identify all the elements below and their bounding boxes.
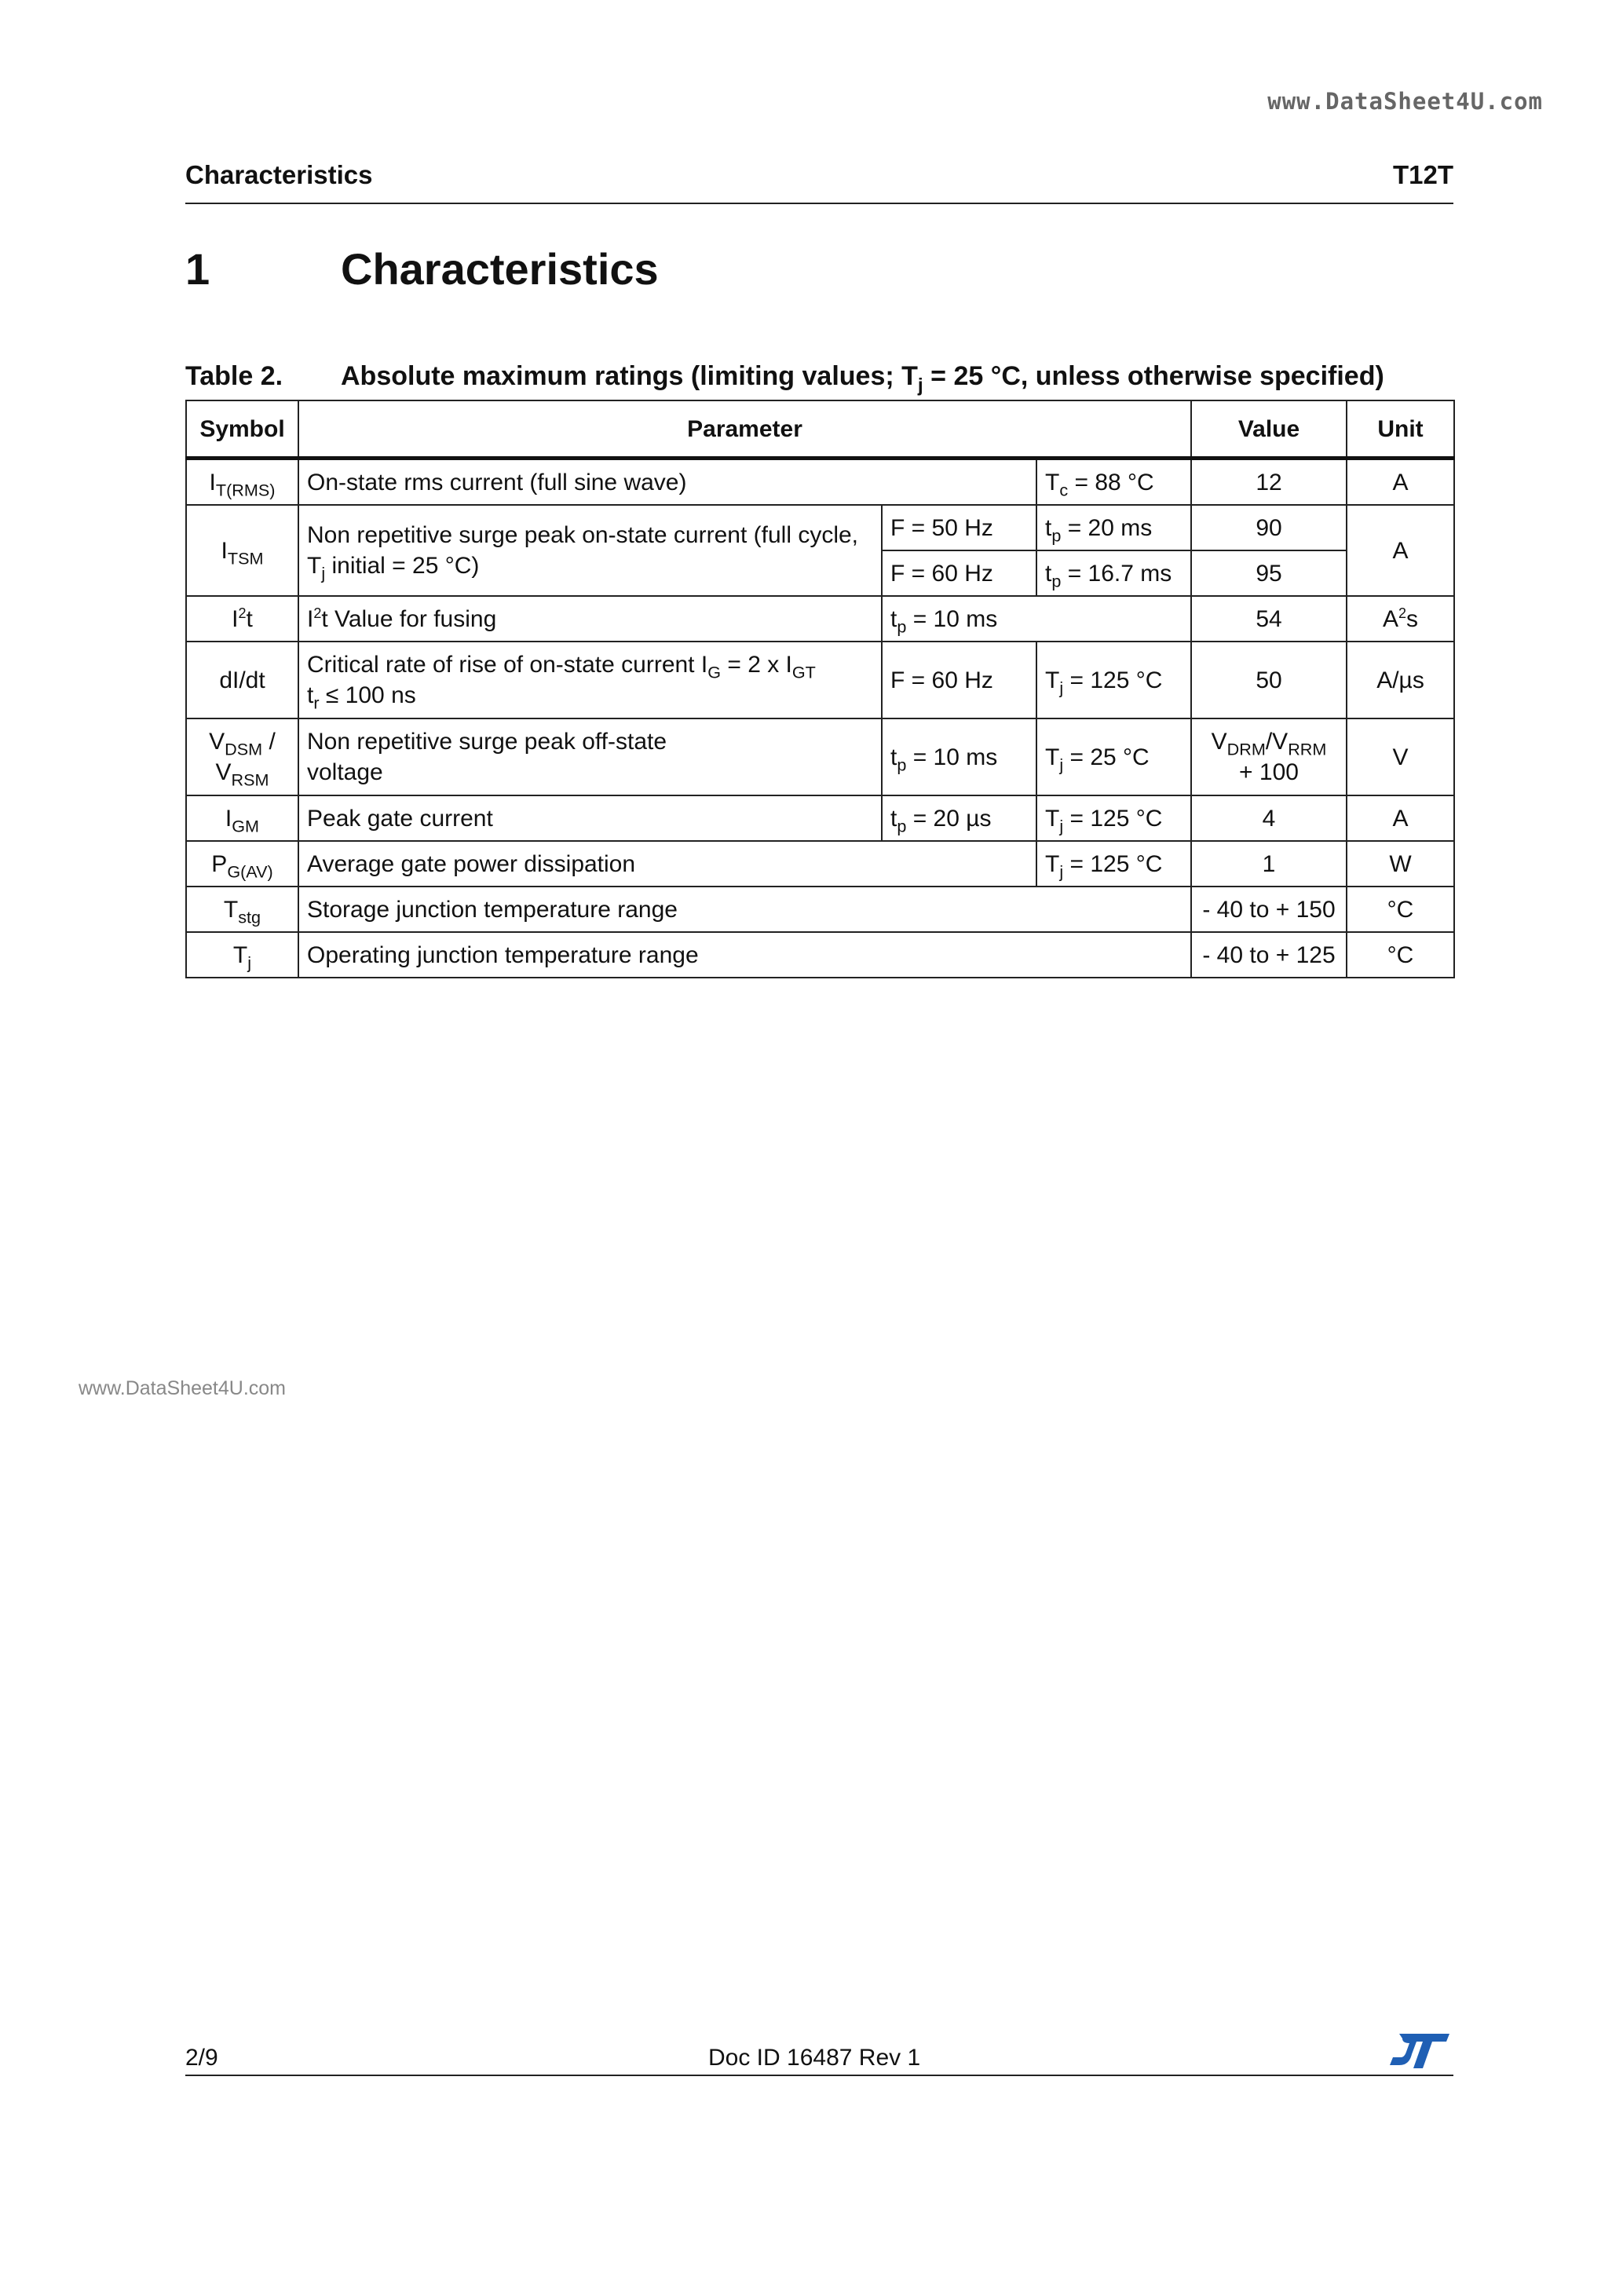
unit-cell: °C [1347, 887, 1454, 932]
symbol-cell: $T_j$ [186, 932, 298, 978]
parameter-cell: On-state rms current (full sine wave) [298, 459, 1036, 506]
doc-id: Doc ID 16487 Rev 1 [708, 2045, 921, 2071]
footer-rule [185, 2075, 1453, 2076]
header-symbol: Symbol [186, 400, 298, 459]
running-header-part: T12T [1392, 160, 1453, 189]
unit-cell: °C [1347, 932, 1454, 978]
parameter-cell: Peak gate current [298, 795, 882, 841]
table-row-it-rms [186, 459, 1454, 506]
symbol-cell: $I_{GM}$ [186, 795, 298, 841]
parameter-cell: Non repetitive surge peak on-state current (full cycle, $T_j$ initial = 25 °C) [298, 505, 882, 596]
frequency-cell: F = 60 Hz [882, 642, 1036, 718]
value-cell: 54 [1191, 596, 1347, 642]
condition-cell: $t_p = 20$ ms [1036, 505, 1191, 550]
table-header-row [186, 400, 1454, 459]
condition-cell: $t_p = 10$ ms [882, 718, 1036, 795]
frequency-cell: F = 50 Hz [882, 505, 1036, 550]
condition-cell: $T_j = 25$ °C [1036, 718, 1191, 795]
condition-cell: $t_p = 16.7$ ms [1036, 550, 1191, 596]
section-number: 1 [185, 244, 210, 294]
parameter-cell: Critical rate of rise of on-state current $I_G = 2$ x $I_{GT}$ $t_r \le 100$ ns [298, 642, 882, 718]
header-rule [185, 203, 1453, 204]
condition-cell: $T_j = 125$ °C [1036, 642, 1191, 718]
value-cell: 4 [1191, 795, 1347, 841]
table-row-tstg [186, 887, 1454, 932]
table-row-vdsm [186, 718, 1454, 795]
header-value: Value [1191, 400, 1347, 459]
table-row-i2t [186, 596, 1454, 642]
condition-cell: $T_j = 125$ °C [1036, 841, 1191, 887]
condition-cell: $t_p = 10$ ms [882, 596, 1191, 642]
value-cell: - 40 to + 150 [1191, 887, 1347, 932]
table-caption: Absolute maximum ratings (limiting values; $T_j = 25$ °C, unless otherwise specified) [341, 361, 1384, 397]
unit-cell: V [1347, 718, 1454, 795]
value-cell: $V_{DRM}/V_{RRM}$ + 100 [1191, 718, 1347, 795]
table-row-tj [186, 932, 1454, 978]
page-number: 2/9 [185, 2045, 218, 2071]
value-cell: 95 [1191, 550, 1347, 596]
parameter-cell: Storage junction temperature range [298, 887, 1191, 932]
parameter-cell: $I^2t$ Value for fusing [298, 596, 882, 642]
absolute-maximum-ratings-table [185, 400, 1455, 978]
symbol-cell: $P_{G(AV)}$ [186, 841, 298, 887]
unit-cell: A/µs [1347, 642, 1454, 718]
value-cell: - 40 to + 125 [1191, 932, 1347, 978]
table-label: Table 2. [185, 361, 283, 391]
unit-cell: W [1347, 841, 1454, 887]
parameter-cell: Average gate power dissipation [298, 841, 1036, 887]
symbol-cell: $I^2t$ [186, 596, 298, 642]
symbol-cell: dI/dt [186, 642, 298, 718]
watermark-top: www.DataSheet4U.com [1267, 88, 1543, 115]
table-row-itsm-50hz [186, 505, 1454, 550]
parameter-cell: Operating junction temperature range [298, 932, 1191, 978]
condition-cell: $T_c = 88$ °C [1036, 459, 1191, 506]
unit-cell: A [1347, 505, 1454, 596]
running-header-section: Characteristics [185, 160, 373, 189]
symbol-cell: $T_{stg}$ [186, 887, 298, 932]
header-parameter: Parameter [298, 400, 1191, 459]
table-row-pgav [186, 841, 1454, 887]
table-row-didt [186, 642, 1454, 718]
value-cell: 1 [1191, 841, 1347, 887]
symbol-cell: $I_{TSM}$ [186, 505, 298, 596]
watermark-left: www.DataSheet4U.com [79, 1377, 287, 1399]
section-title: Characteristics [341, 244, 659, 294]
unit-cell: $A^2s$ [1347, 596, 1454, 642]
symbol-cell: $I_{T(RMS)}$ [186, 459, 298, 506]
symbol-cell: $V_{DSM}$ / $V_{RSM}$ [186, 718, 298, 795]
parameter-cell: Non repetitive surge peak off-state voltage [298, 718, 882, 795]
header-unit: Unit [1347, 400, 1454, 459]
st-logo-icon [1388, 2031, 1451, 2071]
frequency-cell: F = 60 Hz [882, 550, 1036, 596]
unit-cell: A [1347, 459, 1454, 506]
value-cell: 50 [1191, 642, 1347, 718]
unit-cell: A [1347, 795, 1454, 841]
condition-cell: $t_p = 20$ µs [882, 795, 1036, 841]
value-cell: 12 [1191, 459, 1347, 506]
condition-cell: $T_j = 125$ °C [1036, 795, 1191, 841]
value-cell: 90 [1191, 505, 1347, 550]
table-row-igm [186, 795, 1454, 841]
